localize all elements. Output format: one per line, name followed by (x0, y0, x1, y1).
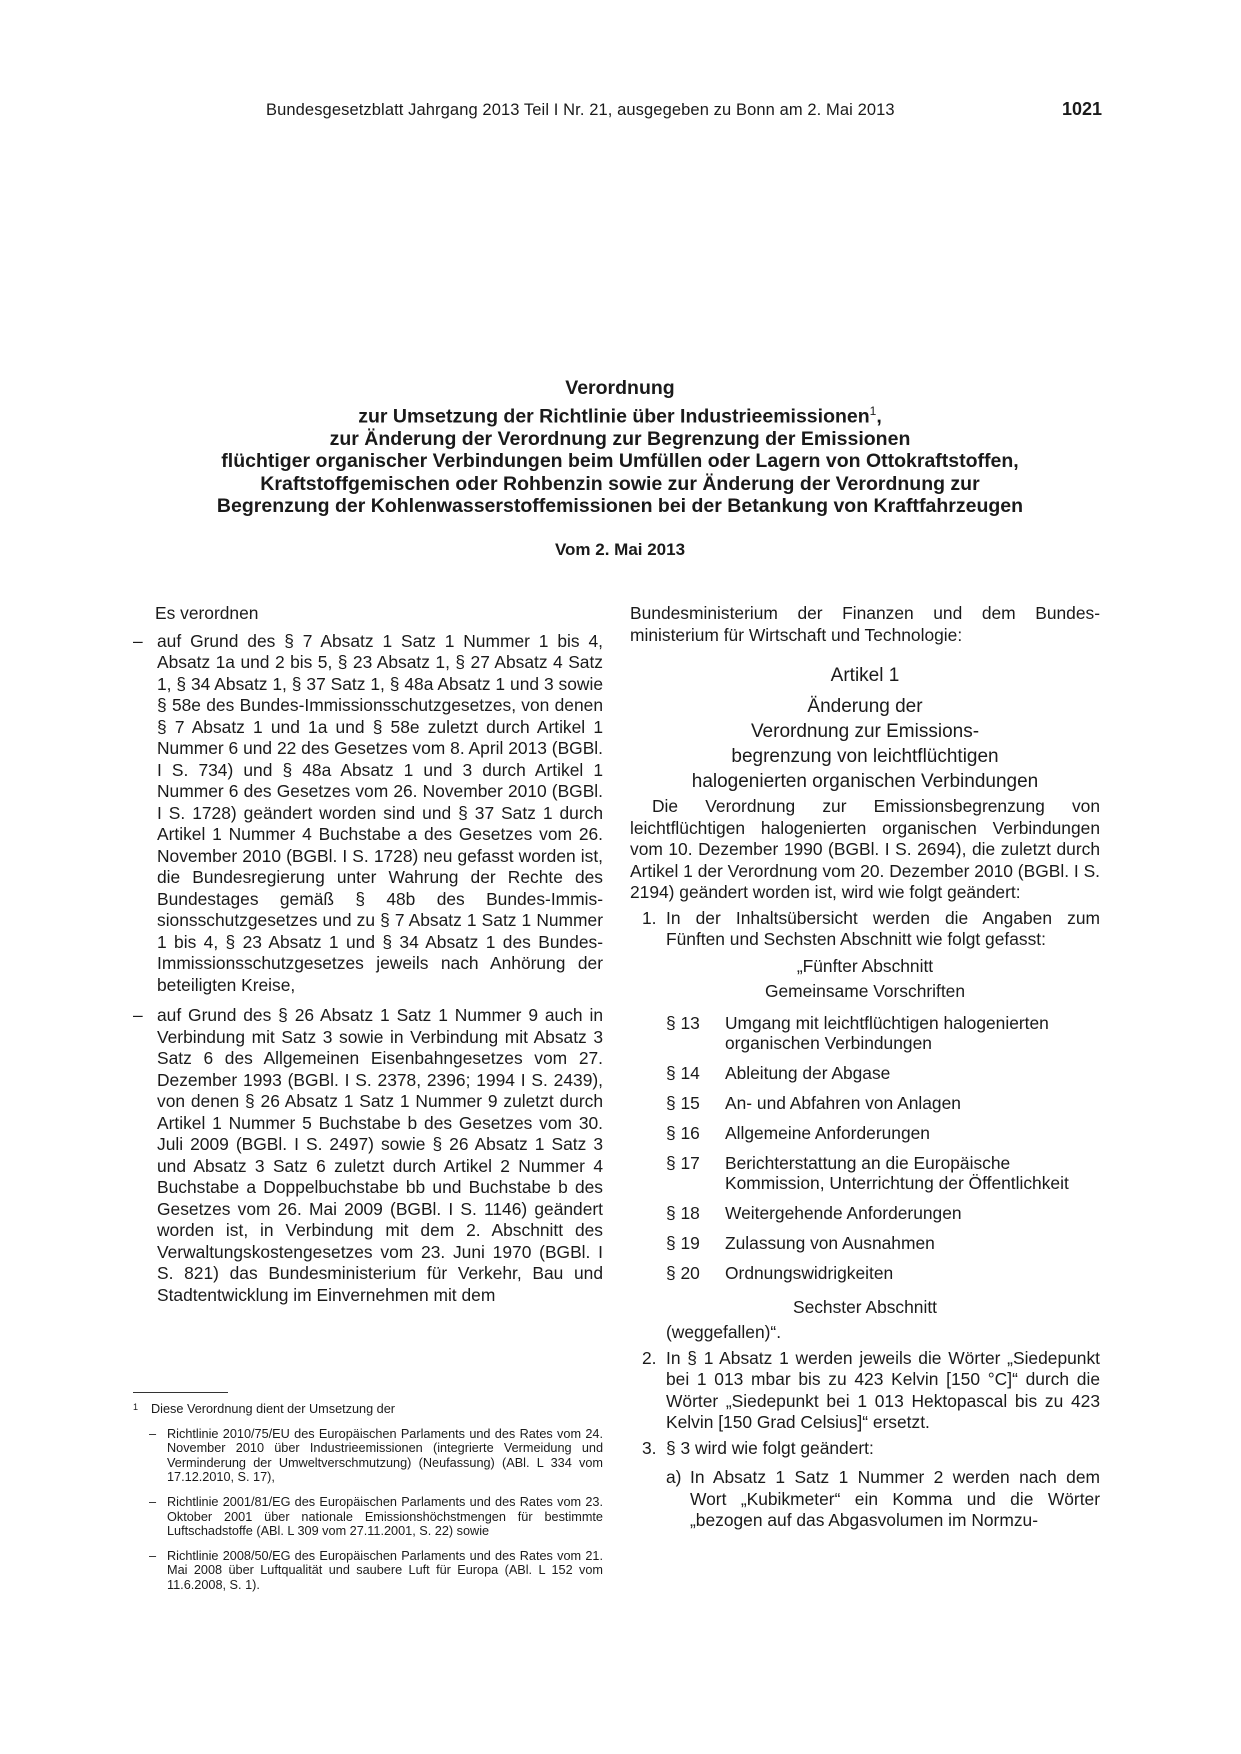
footnote-reference[interactable]: 1 (869, 403, 877, 418)
toc-text: Ordnungswidrigkeiten (725, 1262, 894, 1283)
title-line-text: zur Umsetzung der Richtlinie über Industrieemissionen (358, 405, 870, 428)
dash-bullet: – (149, 1548, 157, 1563)
article-title-line: Änderung der (807, 696, 923, 717)
numbered-item (630, 908, 1100, 951)
section-text: (weggefallen)“. (666, 1322, 782, 1342)
toc-paragraph: § 17 (666, 1152, 700, 1173)
toc-row (630, 1203, 1100, 1223)
toc-text: An- und Abfahren von Anlagen (725, 1092, 961, 1113)
toc-paragraph: § 20 (666, 1262, 700, 1283)
section-heading: „Fünfter Abschnitt (796, 955, 934, 976)
article-title-line: Verordnung zur Emissions- (750, 721, 980, 742)
footnote-divider (133, 1392, 228, 1393)
item-text: § 3 wird wie folgt geändert: (666, 1437, 874, 1458)
toc-row (630, 1123, 1100, 1143)
toc-text: Allgemeine Anforderungen (725, 1122, 930, 1143)
toc-text: Weitergehende Anforderungen (725, 1202, 962, 1223)
item-number: 3. (642, 1437, 657, 1458)
list-item (133, 631, 603, 997)
toc-row (630, 1153, 1100, 1193)
running-header (266, 101, 1102, 131)
footnote-item-text: Richtlinie 2001/81/EG des Europäischen Parlaments und des Rates vom 23. Oktober 2001 über nationale Emissionshöchstmengen für bestimmte Luftschadstoffe (ABl. L 309 vom 27.11.2001, S. 22) sowie (167, 1494, 603, 1539)
left-column (133, 603, 603, 1315)
right-column (630, 603, 1100, 1532)
document-title (140, 377, 1100, 518)
numbered-item (630, 1348, 1100, 1434)
toc-paragraph: § 16 (666, 1122, 700, 1143)
toc-row (630, 1263, 1100, 1283)
toc-paragraph: § 14 (666, 1062, 700, 1083)
toc-text: Zulassung von Ausnahmen (725, 1232, 935, 1253)
document-date: Vom 2. Mai 2013 (554, 540, 686, 559)
toc-row (630, 1233, 1100, 1253)
item-text: In § 1 Absatz 1 werden jeweils die Wörter „Siedepunkt bei 1 013 mbar bis zu 423 Kelvin [150 °C]“ durch die Wörter „Siedepunkt bei 1 013 Hektopascal bis zu 423 Kelvin [150 Grad Celsius]“ ersetzt. (666, 1347, 1100, 1432)
footnote-intro (133, 1402, 603, 1417)
dash-bullet: – (133, 630, 143, 651)
footnote-item-text: Richtlinie 2008/50/EG des Europäischen Parlaments und des Rates vom 21. Mai 2008 über Luftqualität und saubere Luft für Europa (ABl. L 152 vom 11.6.2008, S. 1). (167, 1548, 603, 1592)
title-line: Kraftstoffgemischen oder Rohbenzin sowie zur Änderung der Verordnung zur (260, 472, 980, 495)
toc-text: Berichterstattung an die Europäische Kommission, Unterrichtung der Öffentlichkeit (725, 1152, 1069, 1193)
title-line: zur Änderung der Verordnung zur Begrenzung der Emissionen (329, 427, 911, 450)
article-title (630, 694, 1100, 794)
article-title-line: halogenierten organischen Verbindungen (691, 771, 1039, 792)
title-line-punct: , (876, 405, 882, 428)
section-heading: Sechster Abschnitt (792, 1296, 938, 1317)
list-item-text: auf Grund des § 7 Absatz 1 Satz 1 Nummer 1 bis 4, Absatz 1a und 2 bis 5, § 23 Absatz 1, § 27 Absatz 4 Satz 1, § 34 Absatz 1, § 37 Satz 1, § 48a Absatz 1 und 3 sowie § 58e des Bundes-Immissionsschutzgesetzes, von denen § 7 Absatz 1 und 1a und § 58e zuletzt durch Artikel 1 Nummer 6 und 22 des Gesetzes vom 8. April 2013 (BGBl. I S. 734) und § 48a Absatz 1 und 3 durch Artikel 1 Nummer 6 des Gesetzes vom 26. November 2010 (BGBl. I S. 1728) geändert worden sind und § 37 Satz 1 durch Artikel 1 Nummer 4 Buchstabe a des Gesetzes vom 26. November 2010 (BGBl. I S. 1728) neu gefasst worden ist, die Bundesregierung unter Wahrung der Rechte des Bundestages gemäß § 48b des Bundes-Immissionsschutzgesetzes und zu § 7 Absatz 1 Satz 1 Nummer 1 bis 4, § 23 Absatz 1 und § 34 Absatz 1 des Bundes-Immissionsschutzgesetzes jeweils nach Anhörung der beteiligten Kreise, (157, 630, 603, 995)
dash-bullet: – (133, 1005, 143, 1025)
toc-paragraph: § 18 (666, 1202, 700, 1223)
footnote-item-text: Richtlinie 2010/75/EU des Europäischen Parlaments und des Rates vom 24. November 2010 über Industrieemissionen (integrierte Vermeidung und Verminderung der Umweltverschmutzung) (Neufassung) (ABl. L 334 vom 17.12.2010, S. 17), (167, 1426, 603, 1485)
toc-text: Ableitung der Abgase (725, 1062, 891, 1083)
item-number: 1. (642, 907, 657, 928)
toc-row (630, 1013, 1100, 1053)
toc-paragraph: § 15 (666, 1092, 700, 1113)
dash-bullet: – (149, 1494, 157, 1509)
title-line (140, 400, 1100, 428)
toc-paragraph: § 13 (666, 1012, 700, 1033)
page-number: 1021 (1061, 99, 1102, 119)
list-item-text: auf Grund des § 26 Absatz 1 Satz 1 Nummer 9 auch in Verbindung mit Satz 3 sowie in Verbindung mit Absatz 3 Satz 6 des Allgemeinen Eisenbahngesetzes vom 27. Dezember 1993 (BGBl. I S. 2378, 2396; 1994 I S. 2439), von denen § 26 Absatz 1 Satz 1 Nummer 9 zuletzt durch Artikel 1 Nummer 5 Buchstabe b des Gesetzes vom 30. Juli 2009 (BGBl. I S. 2497) sowie § 26 Absatz 1 Satz 3 und Absatz 3 Satz 6 zuletzt durch Artikel 2 Nummer 4 Buchstabe a Doppelbuchstabe bb und Buchstabe b des Gesetzes vom 26. Mai 2009 (BGBl. I S. 1146) geändert worden ist, in Verbindung mit dem 2. Abschnitt des Verwaltungskostengesetzes vom 23. Juni 1970 (BGBl. I S. 821) das Bundesministerium für Verkehr, Bau und Stadtentwicklung im Einvernehmen mit dem (157, 1005, 603, 1305)
toc-paragraph: § 19 (666, 1232, 700, 1253)
footnote-item (133, 1495, 603, 1539)
toc-list (630, 1013, 1100, 1283)
numbered-item (630, 1438, 1100, 1460)
footnote-intro-text: Diese Verordnung dient der Umsetzung der (151, 1402, 396, 1416)
toc-text: Umgang mit leichtflüchtigen halogenierten organischen Verbindungen (725, 1012, 1049, 1053)
title-line: Verordnung (565, 377, 675, 399)
item-number: 2. (642, 1347, 657, 1368)
footnote-item (133, 1549, 603, 1593)
article-body: Die Verordnung zur Emissionsbegrenzung von leichtflüchtigen halogenierten organischen Verbindungen vom 10. Dezember 1990 (BGBl. I S. 2694), die zuletzt durch Artikel 1 der Verordnung vom 20. Dezember 2010 (BGBl. I S. 2194) geändert worden ist, wird wie folgt geändert: (630, 796, 1100, 902)
toc-row (630, 1063, 1100, 1083)
item-text: In der Inhaltsübersicht werden die Angaben zum Fünften und Sechsten Abschnitt wie folgt gefasst: (666, 907, 1100, 949)
header-text: Bundesgesetzblatt Jahrgang 2013 Teil I Nr. 21, ausgegeben zu Bonn am 2. Mai 2013 (266, 101, 895, 119)
section-subheading: Gemeinsame Vorschriften (764, 981, 966, 1001)
toc-row (630, 1093, 1100, 1113)
sub-item-letter: a) (666, 1467, 682, 1487)
article-title-line: begrenzung von leichtflüchtigen (731, 746, 999, 767)
footnote-item (133, 1427, 603, 1485)
title-line: flüchtiger organischer Verbindungen beim Umfüllen oder Lagern von Ottokraftstoffen, (221, 450, 1019, 473)
list-item (133, 1005, 603, 1306)
title-line: Begrenzung der Kohlenwasserstoffemissionen bei der Betankung von Kraftfahrzeugen (216, 495, 1024, 518)
sub-item-text: In Absatz 1 Satz 1 Nummer 2 werden nach dem Wort „Kubikmeter“ ein Komma und die Wörter „bezogen auf das Abgasvolumen im Normzu- (690, 1467, 1100, 1530)
continuation-text: Bundesministerium der Finanzen und dem Bundesministerium für Wirtschaft und Technologie: (630, 603, 1100, 645)
sub-item (630, 1467, 1100, 1532)
article-label: Artikel 1 (830, 665, 900, 686)
footnotes (133, 1402, 603, 1603)
footnote-mark: 1 (133, 1402, 139, 1412)
preamble-intro: Es verordnen (155, 603, 259, 623)
dash-bullet: – (149, 1426, 157, 1441)
